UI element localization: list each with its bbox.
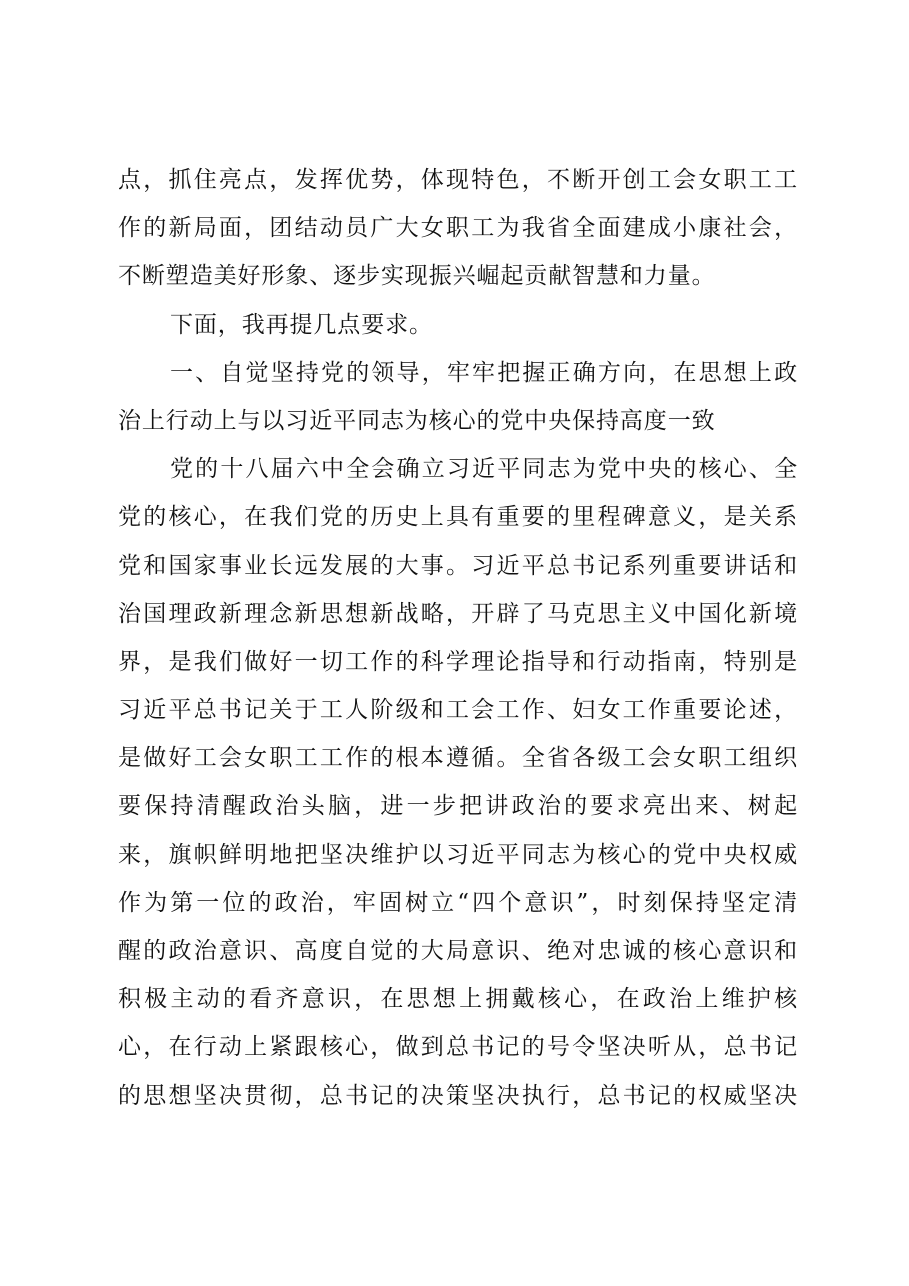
- body-text: [118, 156, 798, 1120]
- text-line: 不断塑造美好形象、逐步实现振兴崛起贡献智慧和力量。: [118, 263, 716, 290]
- text-line: 来，旗帜鲜明地把坚决维护以习近平同志为核心的党中央权威: [118, 841, 798, 868]
- text-line: 治国理政新理念新思想新战略，开辟了马克思主义中国化新境: [118, 600, 798, 627]
- text-line: 党的核心，在我们党的历史上具有重要的里程碑意义，是关系: [118, 504, 798, 531]
- text-line: 作的新局面，团结动员广大女职工为我省全面建成小康社会，: [118, 215, 798, 242]
- section-heading: 一、自觉坚持党的领导，牢牢把握正确方向，在思想上政: [170, 359, 798, 386]
- section-heading-continued: 治上行动上与以习近平同志为核心的党中央保持高度一致: [118, 407, 716, 434]
- text-line: 习近平总书记关于工人阶级和工会工作、妇女工作重要论述，: [118, 697, 798, 724]
- text-line: 点，抓住亮点，发挥优势，体现特色，不断开创工会女职工工: [118, 167, 798, 193]
- paragraph-text: 党的十八届六中全会确立习近平同志为党中央的核心、全: [170, 456, 798, 483]
- text-line: 心，在行动上紧跟核心，做到总书记的号令坚决听从，总书记: [118, 1034, 798, 1061]
- text-line: 是做好工会女职工工作的根本遵循。全省各级工会女职工组织: [118, 745, 798, 772]
- text-line: 界，是我们做好一切工作的科学理论指导和行动指南，特别是: [118, 648, 798, 675]
- text-line: 的思想坚决贯彻，总书记的决策坚决执行，总书记的权威坚决: [118, 1082, 798, 1109]
- text-line: 党和国家事业长远发展的大事。习近平总书记系列重要讲话和: [118, 552, 798, 579]
- text-line: 要保持清醒政治头脑，进一步把讲政治的要求亮出来、树起: [118, 793, 798, 820]
- text-line: 积极主动的看齐意识，在思想上拥戴核心，在政治上维护核: [118, 986, 798, 1013]
- paragraph-text: 下面，我再提几点要求。: [170, 311, 433, 338]
- text-line: 醒的政治意识、高度自觉的大局意识、绝对忠诚的核心意识和: [118, 938, 798, 964]
- text-line: 作为第一位的政治，牢固树立“四个意识”，时刻保持坚定清: [118, 889, 798, 916]
